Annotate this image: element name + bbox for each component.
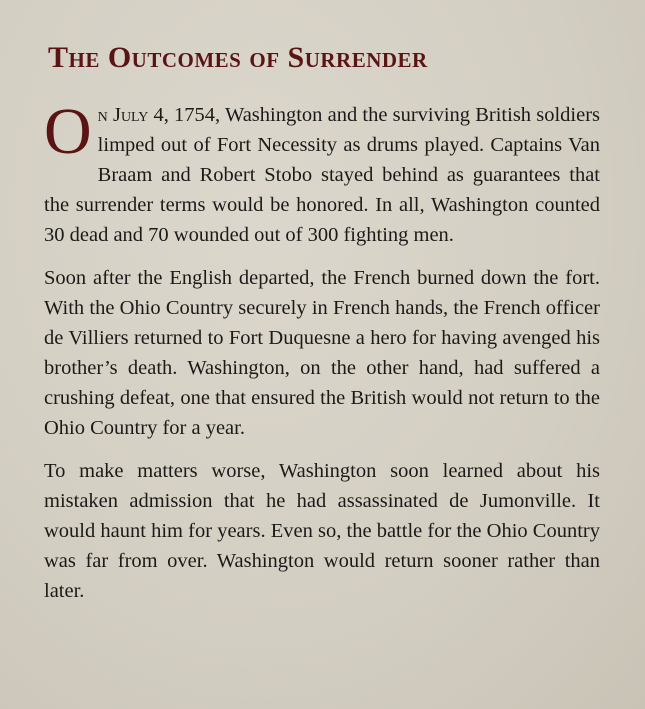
paragraph-1-lead: n July 4, xyxy=(97,104,169,126)
paragraph-1-text: 1754, Washington and the surviving British soldiers limped out of Fort Necessity as drums played. Captains Van Braam and Robert Stobo stayed behind as guarantees that the surrender terms would be honored. In all, Washington counted 30 dead and 70 wounded out of 300 fighting men. xyxy=(44,104,600,246)
paragraph-2: Soon after the English departed, the French burned down the fort. With the Ohio Country securely in French hands, the French officer de Villiers returned to Fort Duquesne a hero for having avenged his brother’s death. Washington, on the other hand, had suffered a crushing defeat, one that ensured the British would not return to the Ohio Country for a year. xyxy=(44,267,600,439)
drop-cap: O xyxy=(44,95,92,168)
paragraph-3: To make matters worse, Washington soon learned about his mistaken admission that he had assassinated de Jumonville. It would haunt him for years. Even so, the battle for the Ohio Country was far from over. Washington would return sooner rather than later. xyxy=(44,460,600,602)
body-text xyxy=(44,95,600,619)
page-title: The Outcomes of Surrender xyxy=(48,41,428,74)
paragraph-1 xyxy=(44,95,600,250)
